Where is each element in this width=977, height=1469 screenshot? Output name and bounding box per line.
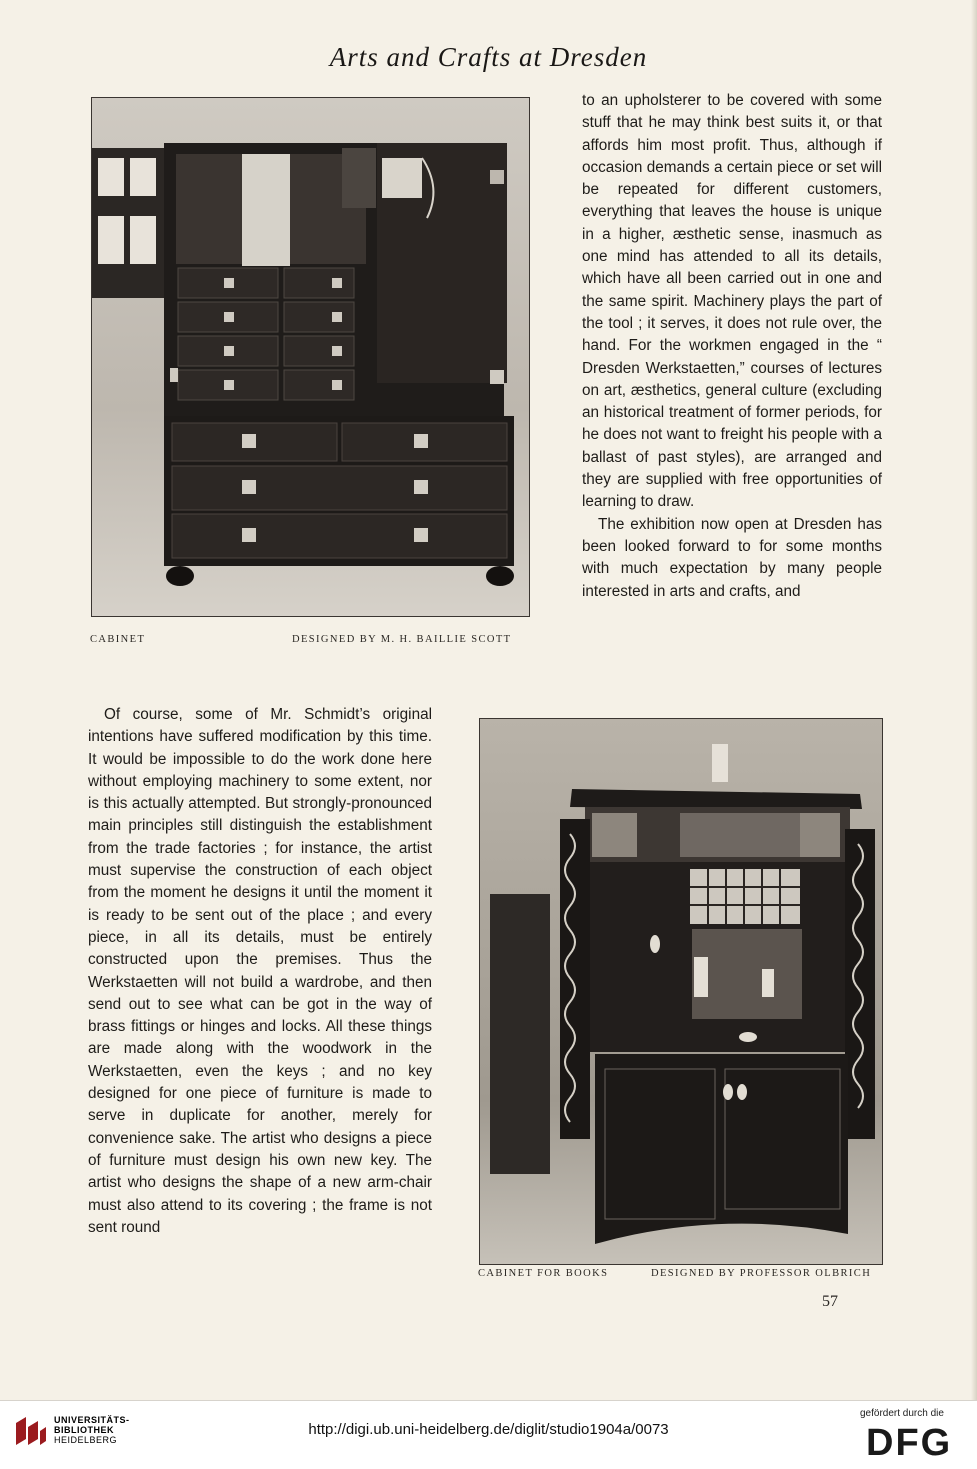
figure-2-caption-title: CABINET FOR BOOKS xyxy=(478,1268,609,1279)
funding-label: gefördert durch die xyxy=(860,1408,944,1419)
left-column-text xyxy=(88,704,432,1239)
figure-1-caption-designer: DESIGNED BY M. H. BAILLIE SCOTT xyxy=(292,634,512,645)
left-column-paragraph-1: Of course, some of Mr. Schmidt’s original intentions have suffered modification by this time. It would be impossible to do the work done here without employing machinery to some extent, nor is this actually attempted. But strongly-pronounced main principles still distinguish the establishment from the trade factories ; for instance, the artist must supervise the construction of each object from the moment he designs it until the moment it is ready to be sent out of the place ; and every piece, in all its details, must be entirely constructed upon the premises. Thus the Werkstaetten will not build a wardrobe, and then send out to see what can be got in the way of brass fittings or hinges and locks. All these things are made along with the woodwork in the Werkstaetten, even the keys ; and no key designed for one piece of furniture is made to serve in duplicate for another, merely for convenience sake. The artist who designs a piece of furniture must design his own new key. The artist who designs the shape of a new arm-chair must also attend to its covering ; the frame is not sent round xyxy=(88,706,432,1236)
cabinet-photo xyxy=(91,97,530,617)
library-name-line-3: HEIDELBERG xyxy=(54,1435,118,1445)
cabinet-illustration xyxy=(92,98,529,616)
permalink-url[interactable]: http://digi.ub.uni-heidelberg.de/diglit/studio1904a/0073 xyxy=(308,1421,669,1438)
library-name-line-2: BIBLIOTHEK xyxy=(54,1425,114,1435)
bookcase-illustration xyxy=(480,719,882,1264)
figure-1-caption-title: CABINET xyxy=(90,634,146,645)
page-number: 57 xyxy=(822,1293,838,1310)
page-edge-shadow xyxy=(971,0,977,1400)
bookcase-photo xyxy=(479,718,883,1265)
right-column-paragraph-2: The exhibition now open at Dresden has been looked forward to for some months with much expectation by many people interested in arts and crafts, and xyxy=(582,515,882,600)
dfg-logo: DFG xyxy=(866,1422,953,1464)
figure-2-caption-designer: DESIGNED BY PROFESSOR OLBRICH xyxy=(651,1268,872,1279)
library-name-line-1: UNIVERSITÄTS- xyxy=(54,1415,130,1425)
running-head: Arts and Crafts at Dresden xyxy=(329,42,648,72)
footer-bar xyxy=(0,1400,977,1469)
right-column-paragraph-1: to an upholsterer to be covered with some stuff that he may think best suits it, or that affords him most profit. Thus, although if occasion demands a certain piece or set will be repeated for different customers, everything that leaves the house is unique in a higher, æsthetic sense, inasmuch as one mind has attended to all its details, which have all been carried out in one and the same spirit. Machinery plays the part of the tool ; it serves, it does not rule over, the hand. For the workmen engaged in the “ Dresden Werkstaetten,” courses of lectures on art, æsthetics, general culture (excluding an historical treatment of former periods, for he does not want to freight his people with a ballast of past styles), are arranged and they are supplied with free opportunities of learning to draw. xyxy=(582,92,882,511)
right-column-text xyxy=(582,90,882,603)
